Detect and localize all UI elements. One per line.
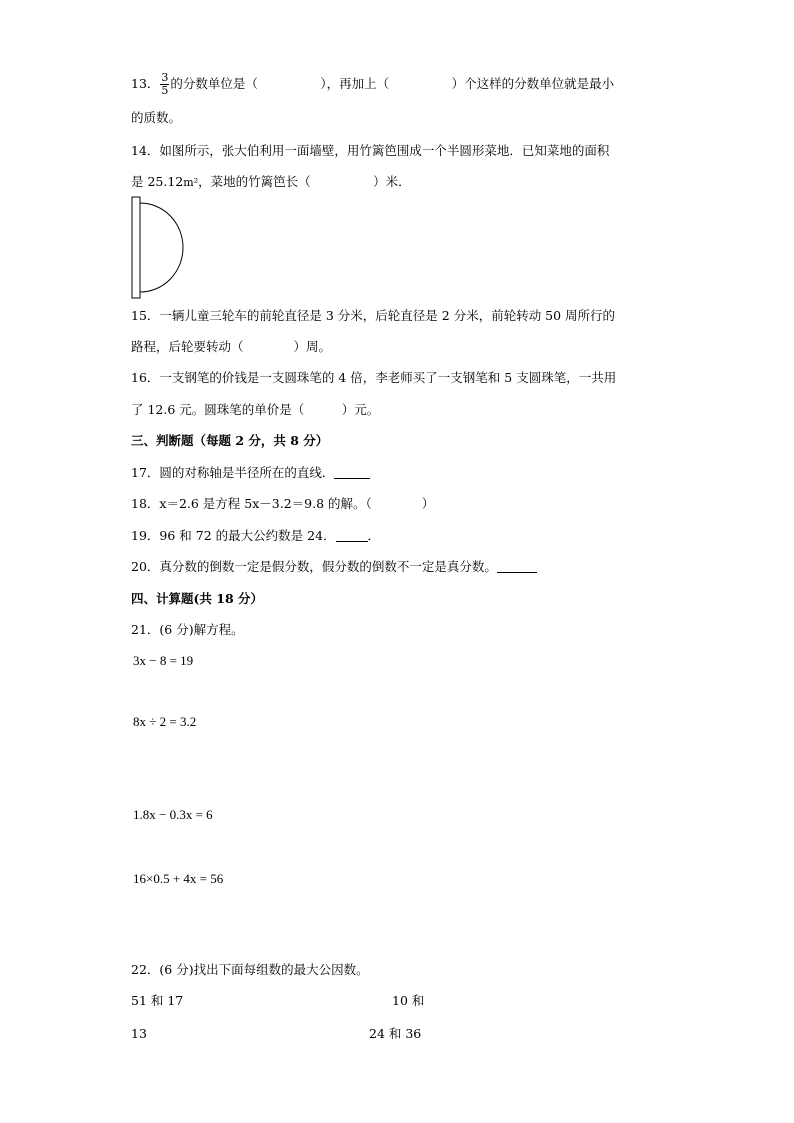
question-15-line1: 15．一辆儿童三轮车的前轮直径是 3 分米，后轮直径是 2 分米，前轮转动 50 周所行的 [131,308,616,323]
group-10-13-part1: 10 和 [392,993,425,1008]
question-13-number: 13． [131,76,160,91]
question-16-line1: 16．一支钢笔的价钱是一支圆珠笔的 4 倍，李老师买了一支钢笔和 5 支圆珠笔，一共用 [131,370,617,385]
question-17-text: 17．圆的对称轴是半径所在的直线． [131,465,335,480]
question-14-blank-text: ，菜地的竹篱笆长（ ）米． [198,174,411,189]
question-14-line2 [131,174,411,191]
question-13-line2: 的质数。 [131,110,182,125]
group-10-13-part2: 13 [131,1026,147,1041]
question-16-line2: 了 12.6 元。圆珠笔的单价是（ ）元。 [131,402,380,417]
equation-1: 3x − 8 = 19 [133,653,194,668]
area-value: 是 25.12 [131,174,184,189]
semicircle-fence [140,203,183,292]
question-13-text: 的分数单位是（ ），再加上（ ）个这样的分数单位就是最小 [170,76,615,91]
question-18: 18．x＝2.6 是方程 5x－3.2＝9.8 的解。（ ） [131,496,435,511]
question-19-end: ． [367,528,381,543]
fraction-denominator: 5 [161,84,169,97]
section-3-heading: 三、判断题（每题 2 分，共 8 分） [131,433,329,448]
equation-3: 1.8x − 0.3x = 6 [133,807,213,822]
equation-4: 16×0.5 + 4x = 56 [133,871,224,886]
question-17 [131,465,370,481]
group-51-17: 51 和 17 [131,993,184,1008]
question-14-line1: 14．如图所示，张大伯利用一面墙壁，用竹篱笆围成一个半圆形菜地．已知菜地的面积 [131,143,610,158]
question-20-text: 20．真分数的倒数一定是假分数，假分数的倒数不一定是真分数。 [131,559,497,574]
question-19-text: 19．96 和 72 的最大公约数是 24． [131,528,336,543]
answer-blank [334,477,370,479]
fraction-numerator: 3 [161,71,169,84]
fraction-three-fifths [160,72,169,97]
group-24-36: 24 和 36 [369,1026,422,1041]
section-4-heading: 四、计算题(共 18 分） [131,591,264,606]
question-21: 21．(6 分)解方程。 [131,622,244,637]
question-13 [131,72,614,97]
question-22: 22．(6 分)找出下面每组数的最大公因数。 [131,962,369,977]
area-unit: m² [183,176,199,189]
semicircle-garden-figure [131,196,187,300]
question-19 [131,528,380,544]
equation-2: 8x ÷ 2 = 3.2 [133,714,197,729]
answer-blank [497,571,537,573]
wall [132,197,140,298]
answer-blank [336,540,368,542]
question-15-line2: 路程，后轮要转动（ ）周。 [131,339,332,354]
question-20 [131,559,537,575]
